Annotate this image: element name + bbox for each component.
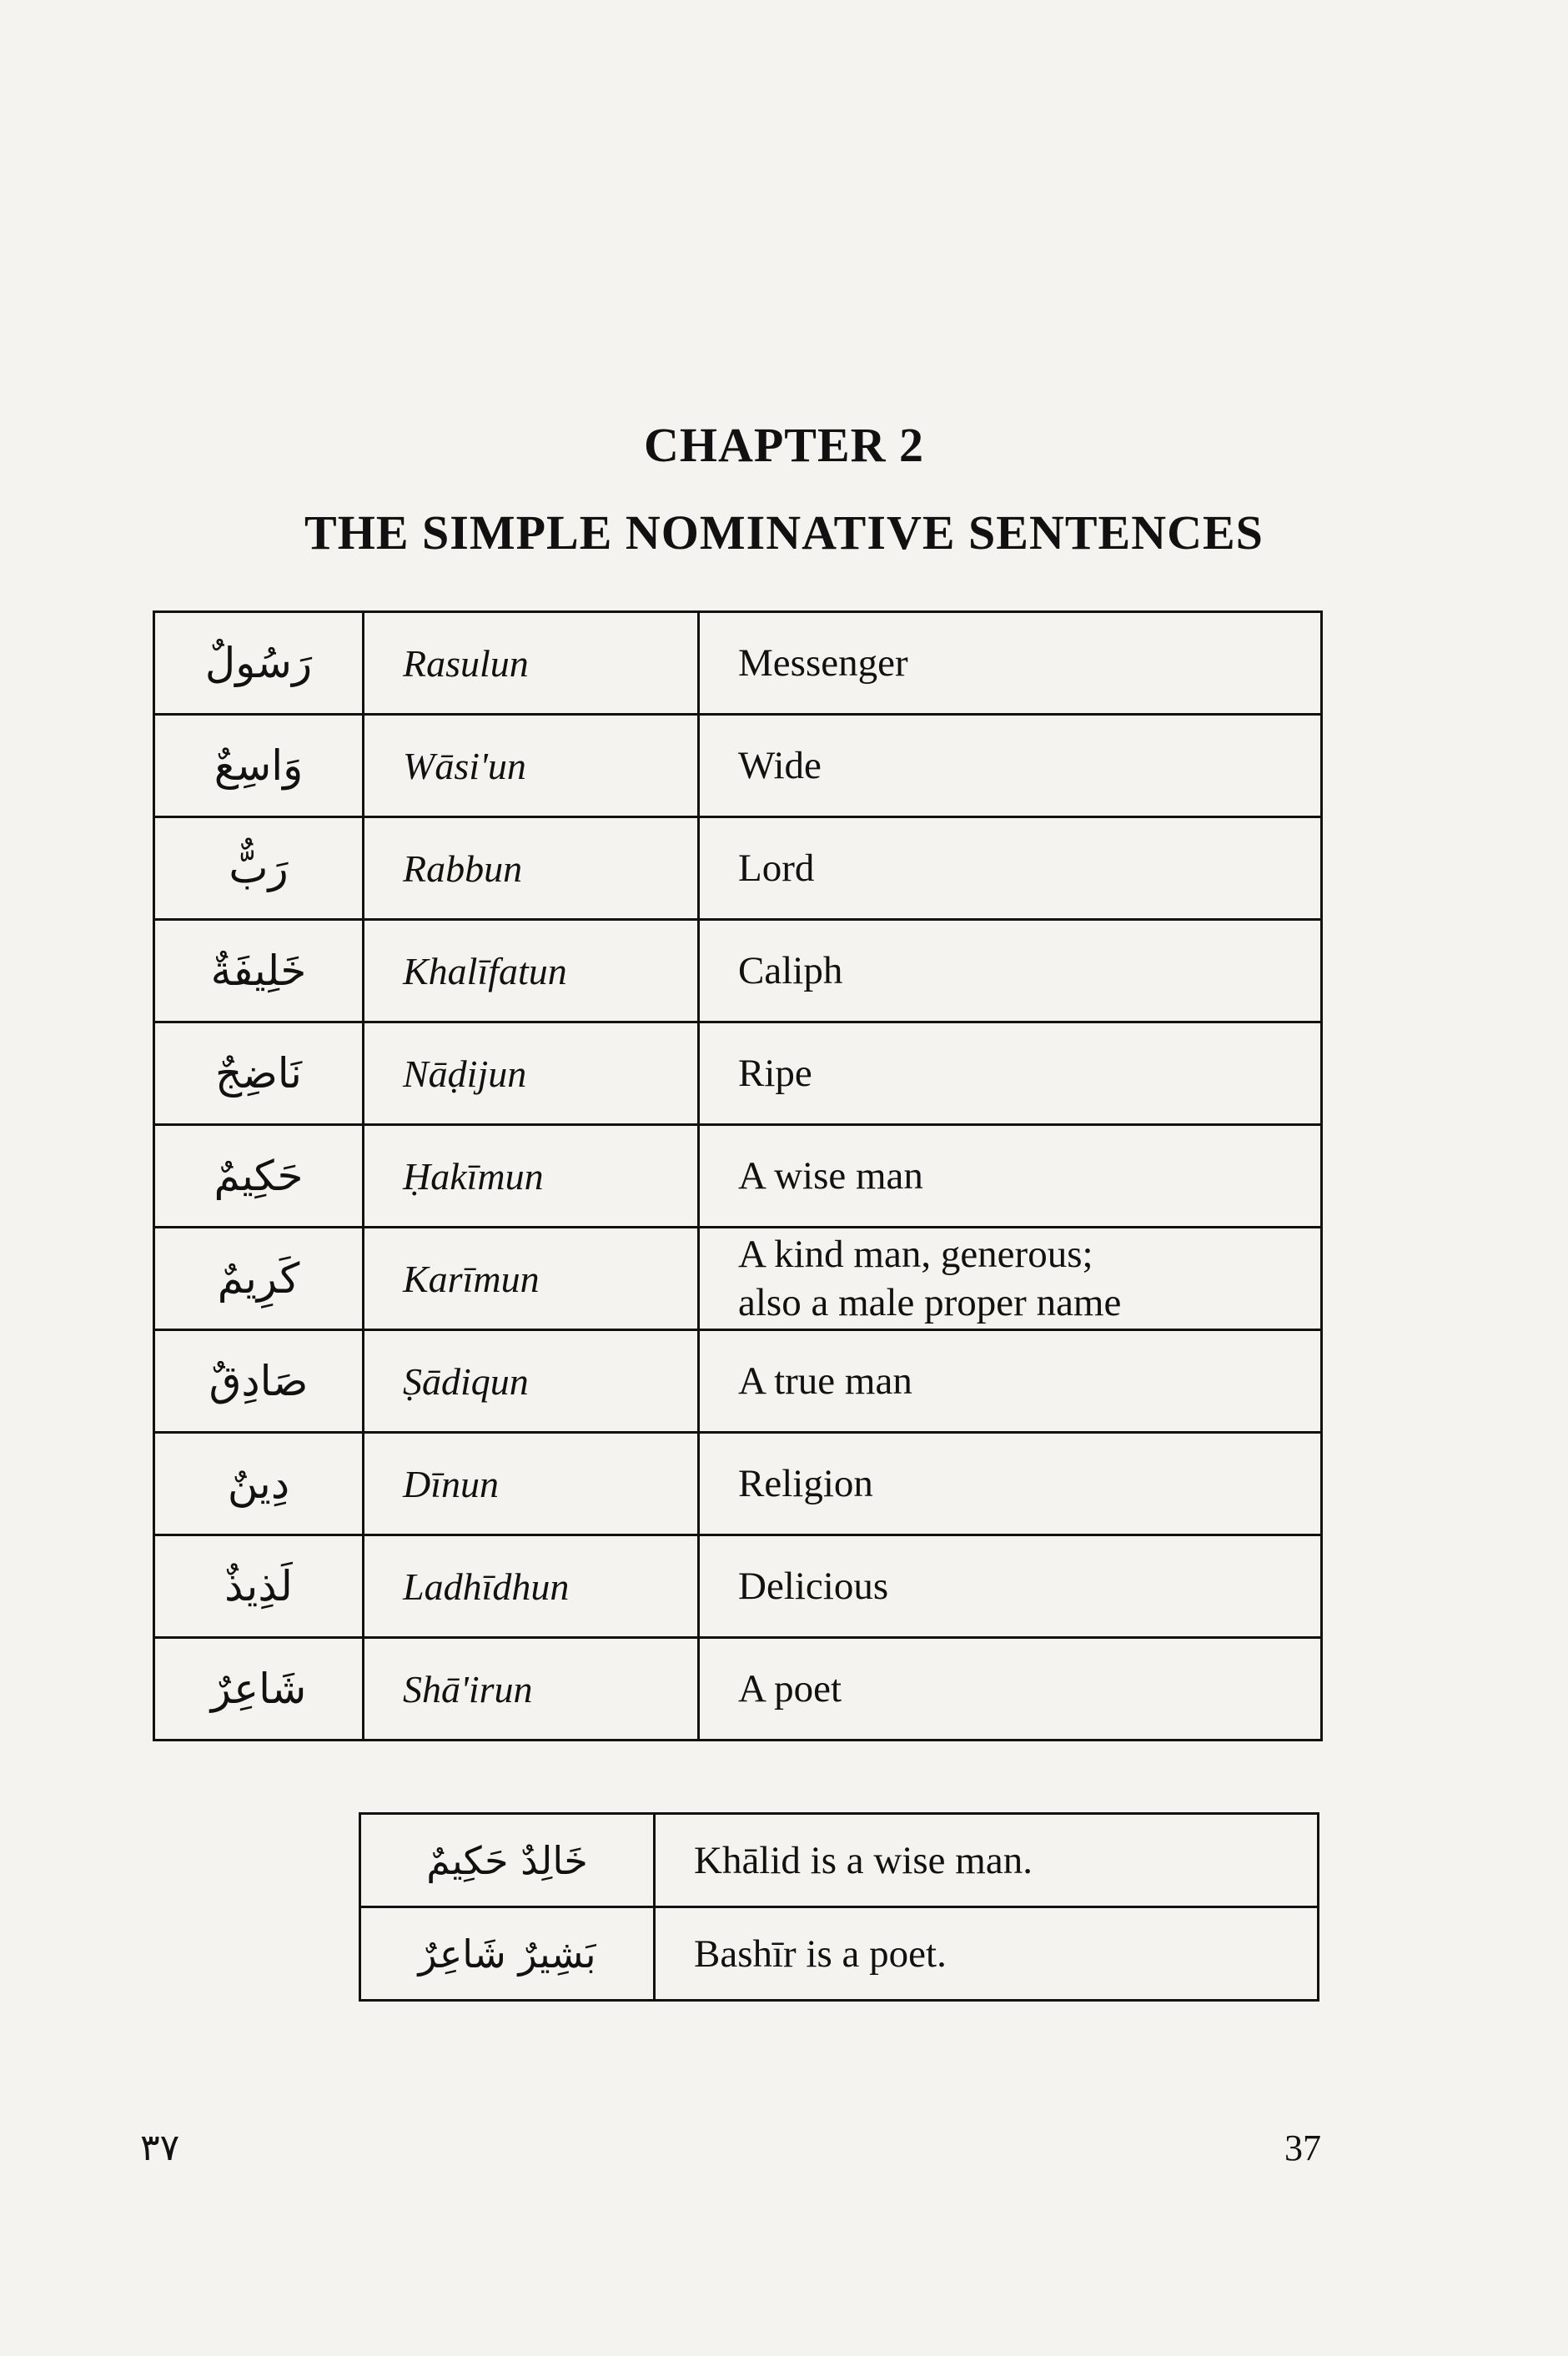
vocab-row bbox=[154, 1022, 1322, 1125]
english-meaning: Delicious bbox=[699, 1535, 1322, 1638]
vocabulary-table bbox=[153, 610, 1323, 1741]
arabic-sentence: بَشِيرٌ شَاعِرٌ bbox=[360, 1907, 655, 2001]
vocab-row bbox=[154, 817, 1322, 920]
arabic-word: رَسُولٌ bbox=[154, 612, 364, 715]
transliteration: Ṣādiqun bbox=[364, 1330, 699, 1433]
arabic-word: شَاعِرٌ bbox=[154, 1638, 364, 1741]
example-row bbox=[360, 1907, 1319, 2001]
transliteration: Khalīfatun bbox=[364, 920, 699, 1022]
english-meaning: Wide bbox=[699, 715, 1322, 817]
vocab-row bbox=[154, 1638, 1322, 1741]
english-meaning: Messenger bbox=[699, 612, 1322, 715]
english-sentence: Bashīr is a poet. bbox=[655, 1907, 1319, 2001]
arabic-word: نَاضِجٌ bbox=[154, 1022, 364, 1125]
arabic-sentence: خَالِدٌ حَكِيمٌ bbox=[360, 1814, 655, 1907]
arabic-word: صَادِقٌ bbox=[154, 1330, 364, 1433]
example-sentences-table bbox=[359, 1812, 1319, 2002]
english-meaning: A poet bbox=[699, 1638, 1322, 1741]
transliteration: Karīmun bbox=[364, 1228, 699, 1330]
example-row bbox=[360, 1814, 1319, 1907]
chapter-subtitle: THE SIMPLE NOMINATIVE SENTENCES bbox=[304, 505, 1264, 560]
english-meaning: Lord bbox=[699, 817, 1322, 920]
vocab-row bbox=[154, 1228, 1322, 1330]
vocab-row bbox=[154, 1330, 1322, 1433]
transliteration: Nāḍijun bbox=[364, 1022, 699, 1125]
english-meaning: Caliph bbox=[699, 920, 1322, 1022]
arabic-word: رَبٌّ bbox=[154, 817, 364, 920]
transliteration: Rasulun bbox=[364, 612, 699, 715]
english-meaning-line: also a male proper name bbox=[738, 1281, 1122, 1324]
transliteration: Shā'irun bbox=[364, 1638, 699, 1741]
transliteration: Wāsi'un bbox=[364, 715, 699, 817]
page-number: 37 bbox=[1284, 2127, 1321, 2168]
english-meaning: Ripe bbox=[699, 1022, 1322, 1125]
page-number-arabic: ٣٧ bbox=[140, 2127, 180, 2169]
transliteration: Rabbun bbox=[364, 817, 699, 920]
arabic-word: كَرِيمٌ bbox=[154, 1228, 364, 1330]
transliteration: Dīnun bbox=[364, 1433, 699, 1535]
english-meaning-line: A kind man, generous; bbox=[738, 1233, 1093, 1276]
arabic-word: وَاسِعٌ bbox=[154, 715, 364, 817]
english-meaning: A wise man bbox=[699, 1125, 1322, 1228]
arabic-word: دِينٌ bbox=[154, 1433, 364, 1535]
transliteration: Ladhīdhun bbox=[364, 1535, 699, 1638]
arabic-word: حَكِيمٌ bbox=[154, 1125, 364, 1228]
english-meaning: A true man bbox=[699, 1330, 1322, 1433]
vocab-row bbox=[154, 1125, 1322, 1228]
arabic-word: لَذِيذٌ bbox=[154, 1535, 364, 1638]
arabic-word: خَلِيفَةٌ bbox=[154, 920, 364, 1022]
transliteration: Ḥakīmun bbox=[364, 1125, 699, 1228]
vocab-row bbox=[154, 612, 1322, 715]
vocab-row bbox=[154, 1433, 1322, 1535]
english-meaning bbox=[699, 1228, 1322, 1330]
english-meaning: Religion bbox=[699, 1433, 1322, 1535]
vocab-row bbox=[154, 920, 1322, 1022]
chapter-title: CHAPTER 2 bbox=[643, 418, 925, 472]
vocab-row bbox=[154, 715, 1322, 817]
vocab-row bbox=[154, 1535, 1322, 1638]
english-sentence: Khālid is a wise man. bbox=[655, 1814, 1319, 1907]
